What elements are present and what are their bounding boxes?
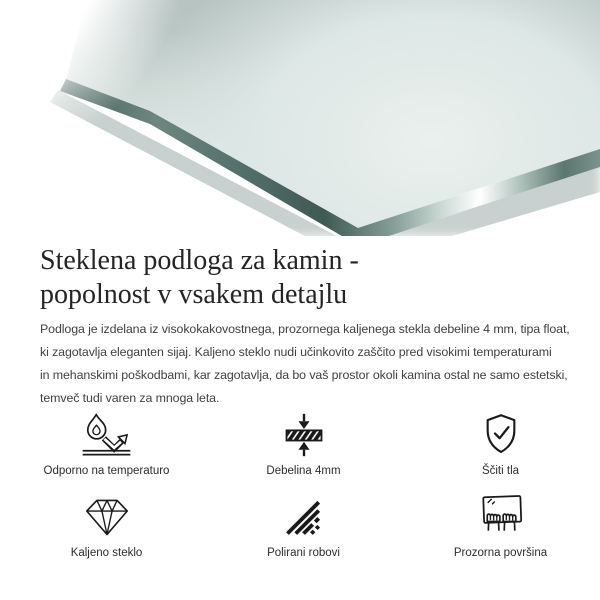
feature-label: Prozorna površina: [453, 547, 548, 559]
description-line: in mehanskimi poškodbami, kar zagotavlja, da bo vaš prostor okoli kamina ostal ne samo estetski,: [40, 368, 568, 382]
product-photo: [0, 0, 600, 236]
temperature-resistant-icon: [79, 412, 134, 458]
polished-edges-icon: [278, 494, 330, 540]
feature-edges: [205, 494, 402, 561]
feature-label: Debelina 4mm: [266, 465, 341, 477]
page-title-line1: Steklena podloga za kamin -: [40, 245, 359, 276]
diamond-icon: [81, 494, 133, 540]
features-grid: [8, 412, 600, 561]
feature-label: Kaljeno steklo: [70, 547, 143, 559]
feature-shield: [402, 412, 599, 479]
page-title: [40, 244, 560, 312]
description-line: Podloga je izdelana iz visokokakovostnega, prozornega kaljenega stekla debeline 4 mm, tipa float,: [40, 322, 570, 336]
feature-label: Ščiti tla: [481, 465, 520, 477]
shield-check-icon: [475, 412, 527, 458]
thickness-4mm-icon: [278, 412, 330, 458]
feature-label: Odporno na temperaturo: [43, 465, 170, 477]
hands-holding-glass-icon: [474, 494, 527, 540]
description-line: temveč tudi varen za mnoga leta.: [40, 391, 220, 405]
description-line: ki zagotavlja eleganten sijaj. Kaljeno steklo nudi učinkovito zaščito pred visokimi temperaturami: [40, 345, 552, 359]
feature-tempered: [8, 494, 205, 561]
feature-temperature: [8, 412, 205, 479]
feature-thickness: [205, 412, 402, 479]
feature-label: Polirani robovi: [267, 547, 340, 559]
feature-transparent: [402, 494, 599, 561]
product-description: [40, 318, 570, 410]
page-title-line2: popolnost v vsakem detajlu: [40, 279, 348, 310]
